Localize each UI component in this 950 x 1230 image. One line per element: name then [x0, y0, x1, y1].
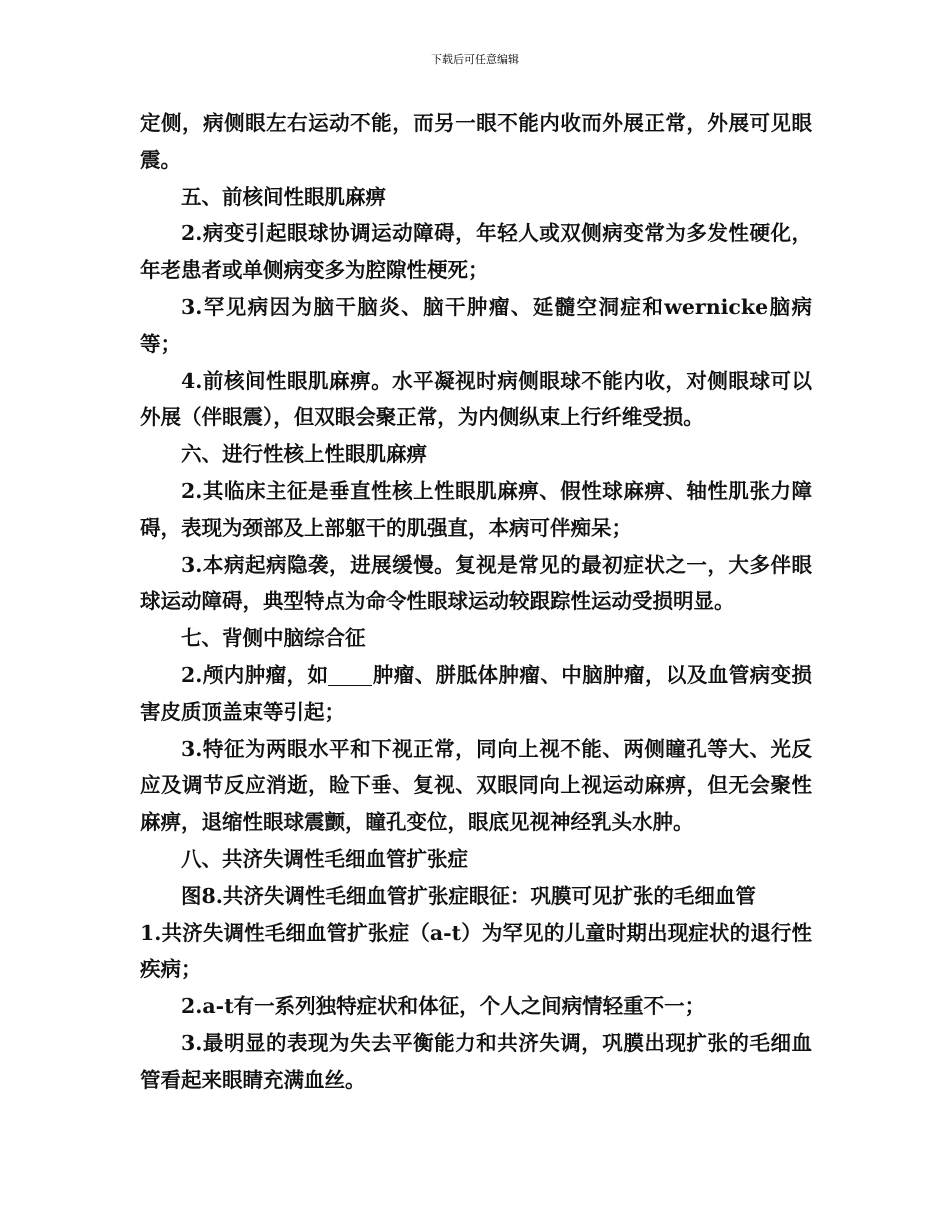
paragraph: 2.病变引起眼球协调运动障碍，年轻人或双侧病变常为多发性硬化，年老患者或单侧病变多为腔隙性梗死；: [140, 221, 812, 283]
document-body: [140, 105, 812, 1099]
section-heading-7: 七、背侧中脑综合征: [181, 626, 366, 651]
paragraph: 4.前核间性眼肌麻痹。水平凝视时病侧眼球不能内收，对侧眼球可以外展（伴眼震），但双眼会聚正常，为内侧纵束上行纤维受损。: [140, 368, 812, 430]
paragraph: 3.特征为两眼水平和下视正常，同向上视不能、两侧瞳孔等大、光反应及调节反应消逝，睑下垂、复视、双眼同向上视运动麻痹，但无会聚性麻痹，退缩性眼球震颤，瞳孔变位，眼底见视神经乳头水肿。: [140, 736, 812, 835]
paragraph: 3.最明显的表现为失去平衡能力和共济失调，巩膜出现扩张的毛细血管看起来眼睛充满血丝。: [140, 1030, 812, 1092]
paragraph-continuation: 定侧，病侧眼左右运动不能，而另一眼不能内收而外展正常，外展可见眼震。: [140, 111, 812, 172]
page-header: 下载后可任意编辑: [431, 53, 519, 66]
section-heading-5: 五、前核间性眼肌麻痹: [181, 184, 386, 209]
paragraph: 3.罕见病因为脑干脑炎、脑干肿瘤、延髓空洞症和wernicke脑病等；: [140, 294, 812, 356]
paragraph: 3.本病起病隐袭，进展缓慢。复视是常见的最初症状之一，大多伴眼球运动障碍，典型特点为命令性眼球运动较跟踪性运动受损明显。: [140, 552, 812, 614]
section-heading-8: 八、共济失调性毛细血管扩张症: [181, 846, 468, 871]
paragraph: 2.a-t有一系列独特症状和体征，个人之间病情轻重不一；: [181, 994, 706, 1019]
paragraph-text-after-blank: 肿瘤、胼胝体肿瘤、中脑肿瘤，以及血管病变损害皮质顶盖束等引起；: [140, 662, 813, 724]
paragraph-text-before-blank: 2.颅内肿瘤，如: [181, 662, 329, 687]
fill-in-blank: [328, 665, 372, 686]
figure-caption: 图8.共济失调性毛细血管扩张症眼征：巩膜可见扩张的毛细血管: [181, 883, 756, 908]
paragraph: 1.共济失调性毛细血管扩张症（a-t）为罕见的儿童时期出现症状的退行性疾病；: [140, 920, 812, 982]
paragraph-with-blank: [140, 657, 812, 731]
paragraph: 2.其临床主征是垂直性核上性眼肌麻痹、假性球麻痹、轴性肌张力障碍，表现为颈部及上部躯干的肌强直，本病可伴痴呆；: [140, 478, 812, 540]
section-heading-6: 六、进行性核上性眼肌麻痹: [181, 442, 427, 467]
